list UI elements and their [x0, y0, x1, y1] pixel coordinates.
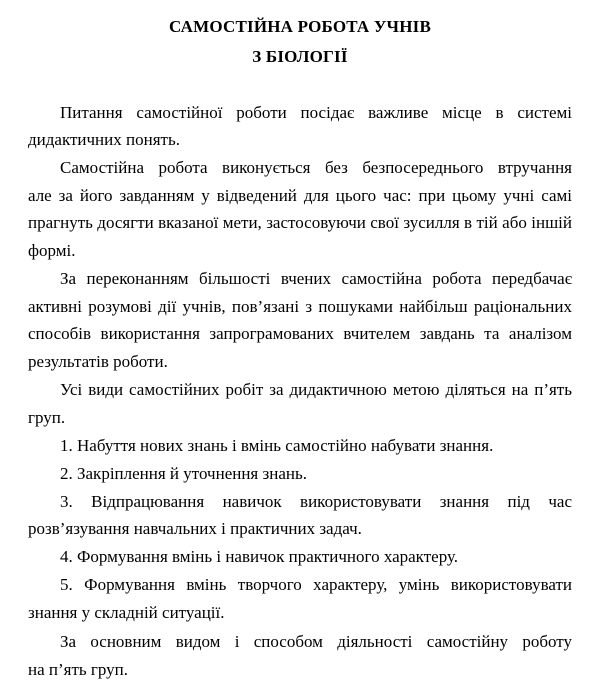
paragraph-1-line-2: дидактичних понять.	[28, 130, 180, 149]
list-item-3-line-1: 3. Відпрацювання навичок використовувати знання під час	[60, 492, 572, 511]
paragraph-5-line-2: на п’ять груп.	[28, 660, 128, 679]
list-item-1: 1. Набуття нових знань і вмінь самостійно набувати знання.	[60, 436, 494, 455]
paragraph-2-line-1: Самостійна робота виконується без безпосереднього втручання	[60, 158, 572, 177]
paragraph-2-line-4: формі.	[28, 241, 76, 260]
list-item-5-line-2: знання у складній ситуації.	[28, 603, 225, 622]
paragraph-4-line-1: Усі види самостійних робіт за дидактичною метою діляться на п’ять	[60, 380, 572, 399]
paragraph-5-line-1: За основним видом і способом діяльності самостійну роботу	[60, 632, 572, 651]
list-item-5-line-1: 5. Формування вмінь творчого характеру, умінь використовувати	[60, 575, 572, 594]
paragraph-3-line-2: активні розумові дії учнів, пов’язані з пошуками найбільш раціональних	[28, 297, 572, 316]
paragraph-2-line-3: прагнуть досягти вказаної мети, застосовуючи свої зусилля в тій або іншій	[28, 213, 572, 232]
paragraph-3-line-1: За переконанням більшості вчених самостійна робота передбачає	[60, 269, 572, 288]
paragraph-3-line-4: результатів роботи.	[28, 352, 168, 371]
list-item-2: 2. Закріплення й уточнення знань.	[60, 464, 307, 483]
paragraph-1-line-1: Питання самостійної роботи посідає важливе місце в системі	[60, 103, 572, 122]
paragraph-3-line-3: способів використання запрограмованих вчителем завдань та аналізом	[28, 324, 572, 343]
list-item-3-line-2: розв’язування навчальних і практичних задач.	[28, 519, 362, 538]
page-title-line-2: З БІОЛОГІЇ	[252, 47, 348, 66]
paragraph-4-line-2: груп.	[28, 408, 66, 427]
list-item-4: 4. Формування вмінь і навичок практичного характеру.	[60, 547, 459, 566]
page-title-line-1: САМОСТІЙНА РОБОТА УЧНІВ	[169, 17, 431, 36]
paragraph-2-line-2: але за його завданням у відведений для цього час: при цьому учні самі	[28, 186, 572, 205]
